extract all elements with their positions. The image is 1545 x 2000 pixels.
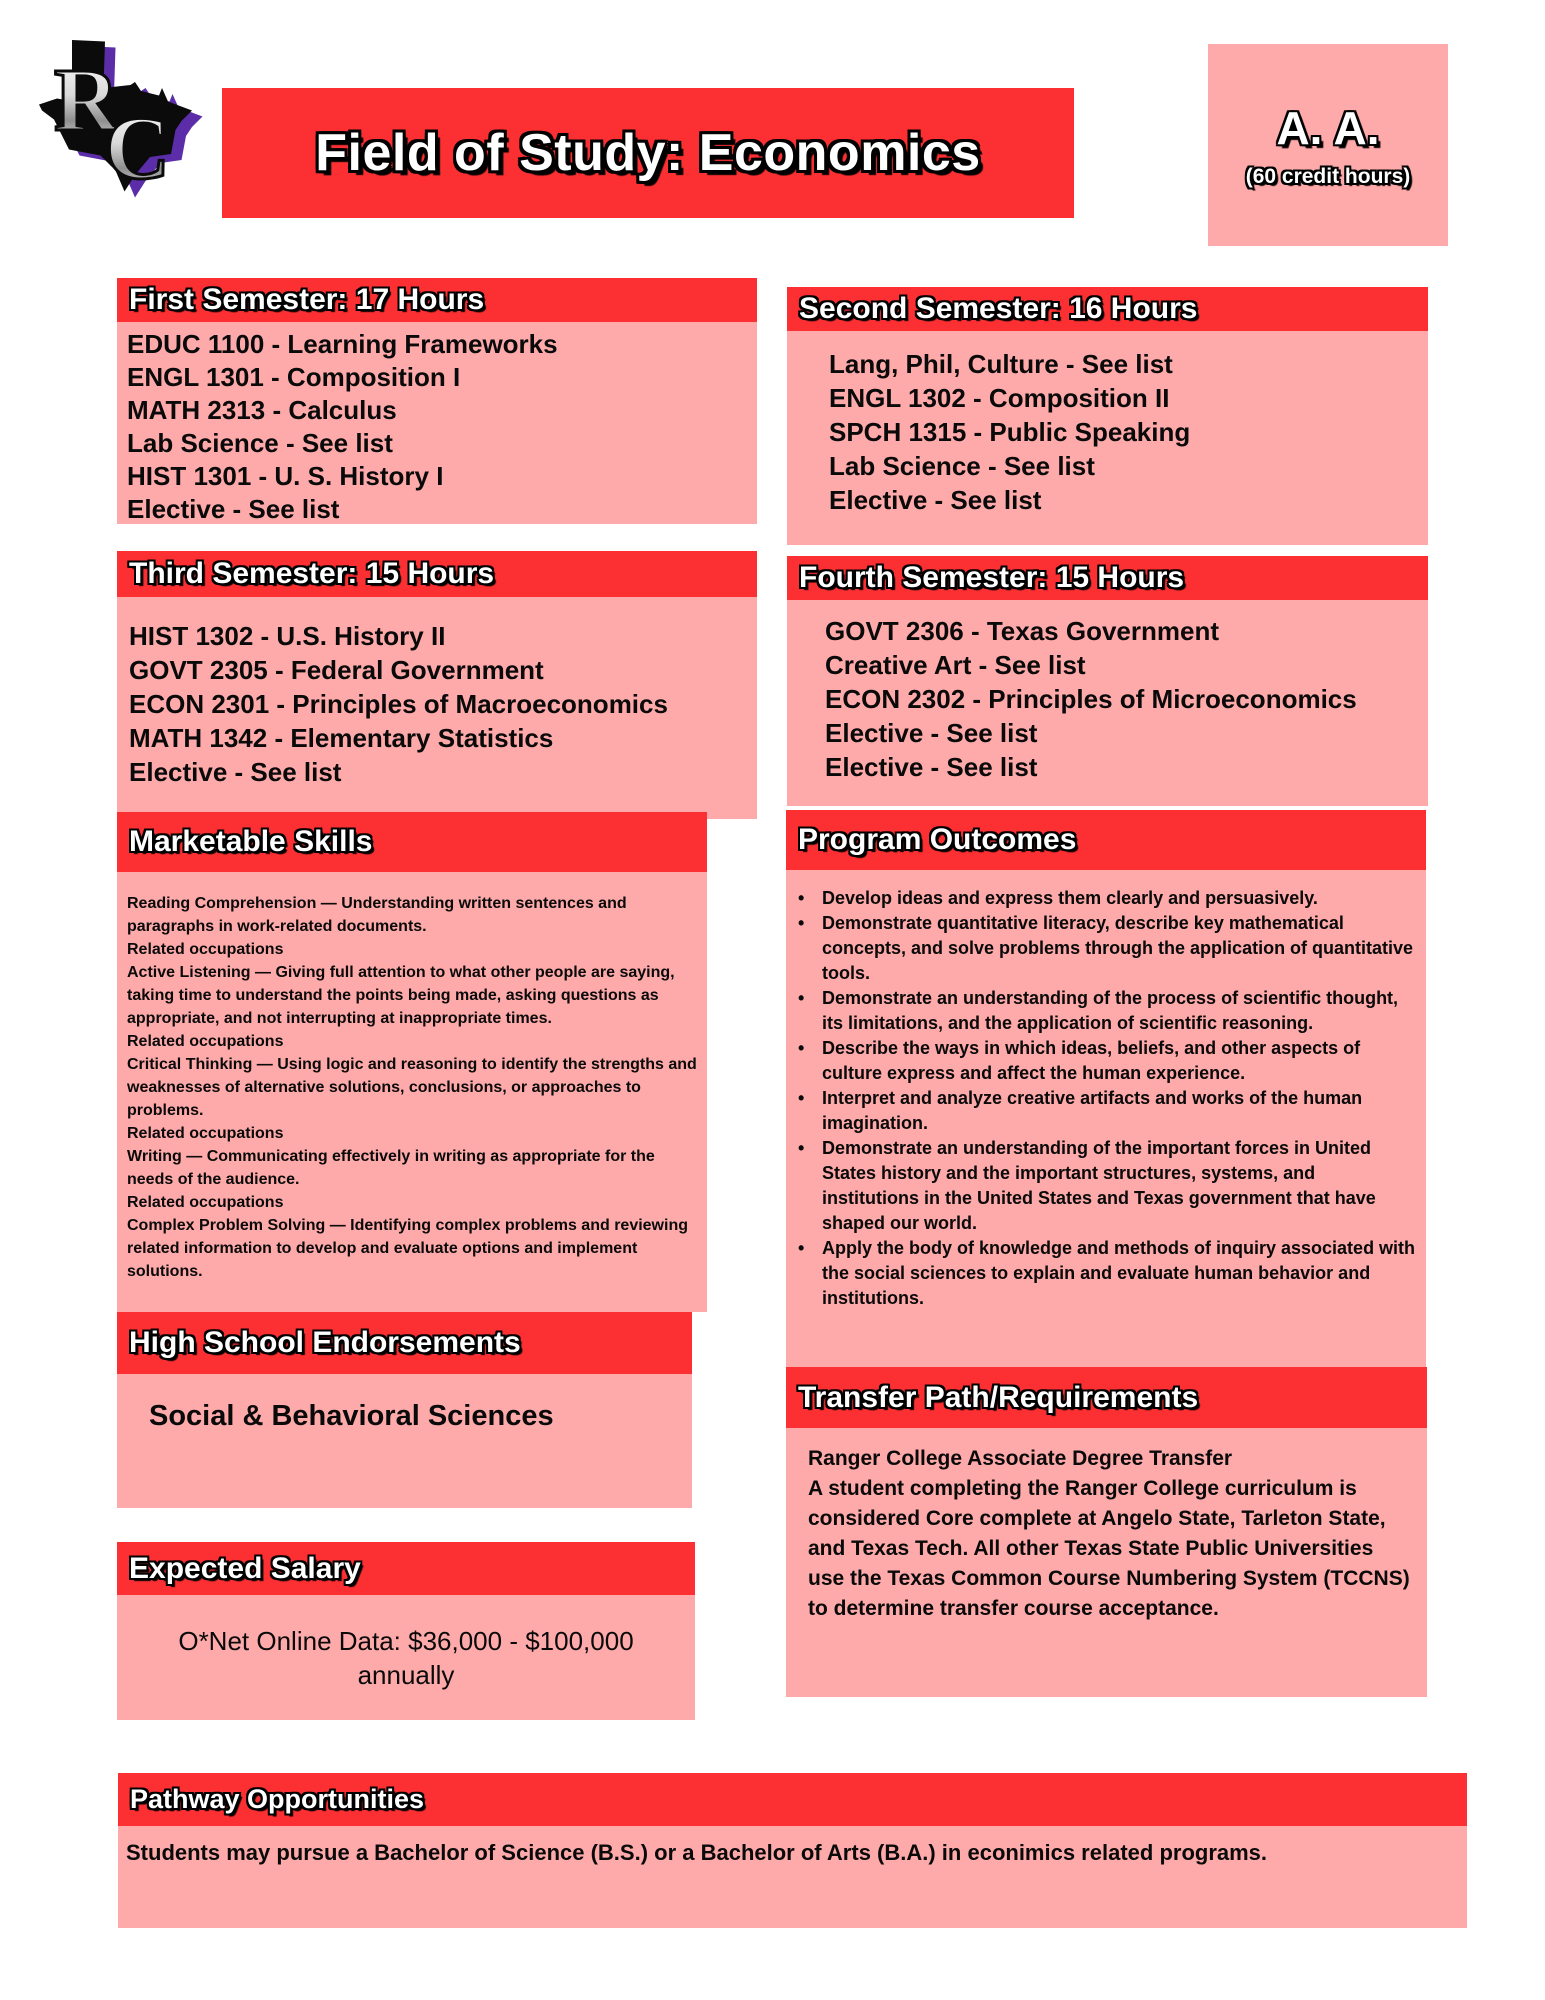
outcome-bullet: • Develop ideas and express them clearly and persuasively. xyxy=(786,886,1416,911)
outcome-bullet: • Demonstrate an understanding of the important forces in United States history and the important structures, systems, and institutions in the United States and Texas government that have shaped our world. xyxy=(786,1136,1416,1236)
program-outcomes-list xyxy=(786,870,1426,1374)
texas-logo-graphic xyxy=(36,26,204,216)
course-item: HIST 1301 - U. S. History I xyxy=(127,461,444,491)
second-semester-box xyxy=(787,287,1428,545)
hs-endorsements-header xyxy=(117,1312,692,1374)
course-item: Elective - See list xyxy=(129,757,342,787)
first-semester-header xyxy=(117,278,757,322)
skill-line: Active Listening — Giving full attention to what other people are saying, taking time to understand the points being made, asking questions as appropriate, and not interrupting at inappropriate times. xyxy=(127,964,675,1027)
program-outcomes-title: Program Outcomes xyxy=(798,823,1077,856)
course-item: Elective - See list xyxy=(829,485,1042,515)
course-item: Lab Science - See list xyxy=(829,451,1095,481)
course-item: MATH 2313 - Calculus xyxy=(127,395,397,425)
marketable-skills-header xyxy=(117,812,707,872)
course-item: MATH 1342 - Elementary Statistics xyxy=(129,723,554,753)
pathway-opportunities-text: Students may pursue a Bachelor of Science (B.S.) or a Bachelor of Arts (B.A.) in econimics related programs. xyxy=(126,1840,1268,1865)
course-item: ENGL 1301 - Composition I xyxy=(127,362,461,392)
course-item: Lang, Phil, Culture - See list xyxy=(829,349,1173,379)
hs-endorsement-value: Social & Behavioral Sciences xyxy=(149,1400,554,1432)
transfer-path-box xyxy=(786,1367,1427,1697)
expected-salary-value: O*Net Online Data: $36,000 - $100,000 annually xyxy=(178,1625,634,1690)
credit-hours: (60 credit hours) xyxy=(1245,165,1411,188)
skill-line: Related occupations xyxy=(127,941,284,958)
fourth-semester-courses xyxy=(787,600,1428,806)
course-item: Elective - See list xyxy=(825,718,1038,748)
skill-line: Related occupations xyxy=(127,1125,284,1142)
skill-line: Reading Comprehension — Understanding written sentences and paragraphs in work-related documents. xyxy=(127,895,627,935)
course-item: Elective - See list xyxy=(127,494,340,524)
pathway-opportunities-box xyxy=(118,1773,1467,1928)
title-banner xyxy=(222,88,1074,218)
third-semester-box xyxy=(117,551,757,819)
second-semester-courses xyxy=(787,331,1428,545)
course-item: Lab Science - See list xyxy=(127,428,393,458)
course-item: HIST 1302 - U.S. History II xyxy=(129,621,446,651)
logo-letter-c: C xyxy=(105,99,170,198)
marketable-skills-title: Marketable Skills xyxy=(129,825,373,858)
outcome-bullet: • Demonstrate an understanding of the process of scientific thought, its limitations, and the application of scientific reasoning. xyxy=(786,986,1416,1036)
pathway-opportunities-title: Pathway Opportunities xyxy=(130,1784,425,1814)
logo-letter-r: R xyxy=(54,51,119,150)
course-item: ENGL 1302 - Composition II xyxy=(829,383,1170,413)
course-item: GOVT 2305 - Federal Government xyxy=(129,655,544,685)
course-item: Creative Art - See list xyxy=(825,650,1086,680)
page-title: Field of Study: Economics xyxy=(315,124,981,182)
expected-salary-body xyxy=(117,1595,695,1720)
transfer-path-text xyxy=(786,1428,1427,1697)
hs-endorsements-box xyxy=(117,1312,692,1508)
expected-salary-header xyxy=(117,1542,695,1595)
ranger-college-logo xyxy=(36,26,204,216)
transfer-line: Ranger College Associate Degree Transfer xyxy=(808,1447,1233,1470)
first-semester-courses xyxy=(117,322,757,524)
degree-badge xyxy=(1208,44,1448,246)
program-outcomes-header xyxy=(786,810,1426,870)
second-semester-title: Second Semester: 16 Hours xyxy=(799,292,1198,325)
transfer-line: A student completing the Ranger College curriculum is considered Core complete at Angelo State, Tarleton State, and Texas Tech. All other Texas State Public Universities use the Texas Common Course Numbering System (TCCNS) to determine transfer course acceptance. xyxy=(808,1477,1410,1620)
course-item: Elective - See list xyxy=(825,752,1038,782)
outcome-bullet: • Interpret and analyze creative artifacts and works of the human imagination. xyxy=(786,1086,1416,1136)
pathway-opportunities-body xyxy=(118,1826,1467,1928)
fourth-semester-header xyxy=(787,556,1428,600)
skill-line: Writing — Communicating effectively in writing as appropriate for the needs of the audience. xyxy=(127,1148,655,1188)
fourth-semester-title: Fourth Semester: 15 Hours xyxy=(799,561,1185,594)
transfer-path-header xyxy=(786,1367,1427,1428)
third-semester-title: Third Semester: 15 Hours xyxy=(129,557,495,590)
course-item: ECON 2302 - Principles of Microeconomics xyxy=(825,684,1357,714)
first-semester-title: First Semester: 17 Hours xyxy=(129,283,485,316)
program-outcomes-box xyxy=(786,810,1426,1374)
course-item: ECON 2301 - Principles of Macroeconomics xyxy=(129,689,668,719)
outcome-bullet: • Apply the body of knowledge and methods of inquiry associated with the social sciences to explain and evaluate human behavior and institutions. xyxy=(786,1236,1416,1311)
course-item: GOVT 2306 - Texas Government xyxy=(825,616,1219,646)
outcome-bullet: • Describe the ways in which ideas, beliefs, and other aspects of culture express and affect the human experience. xyxy=(786,1036,1416,1086)
third-semester-courses xyxy=(117,597,757,819)
transfer-path-title: Transfer Path/Requirements xyxy=(798,1380,1199,1414)
skill-line: Related occupations xyxy=(127,1194,284,1211)
hs-endorsements-body xyxy=(117,1374,692,1508)
first-semester-box xyxy=(117,278,757,524)
degree-name: A. A. xyxy=(1276,102,1380,154)
marketable-skills-text xyxy=(117,872,707,1312)
second-semester-header xyxy=(787,287,1428,331)
course-item: EDUC 1100 - Learning Frameworks xyxy=(127,329,558,359)
skill-line: Critical Thinking — Using logic and reasoning to identify the strengths and weaknesses of alternative solutions, conclusions, or approaches to problems. xyxy=(127,1056,697,1119)
hs-endorsements-title: High School Endorsements xyxy=(129,1326,521,1359)
pathway-opportunities-header xyxy=(118,1773,1467,1826)
skill-line: Complex Problem Solving — Identifying complex problems and reviewing related information to develop and evaluate options and implement solutions. xyxy=(127,1217,688,1280)
third-semester-header xyxy=(117,551,757,597)
expected-salary-box xyxy=(117,1542,695,1720)
marketable-skills-box xyxy=(117,812,707,1312)
outcome-bullet: • Demonstrate quantitative literacy, describe key mathematical concepts, and solve problems through the application of quantitative tools. xyxy=(786,911,1416,986)
skill-line: Related occupations xyxy=(127,1033,284,1050)
fourth-semester-box xyxy=(787,556,1428,806)
course-item: SPCH 1315 - Public Speaking xyxy=(829,417,1191,447)
expected-salary-title: Expected Salary xyxy=(129,1551,361,1585)
